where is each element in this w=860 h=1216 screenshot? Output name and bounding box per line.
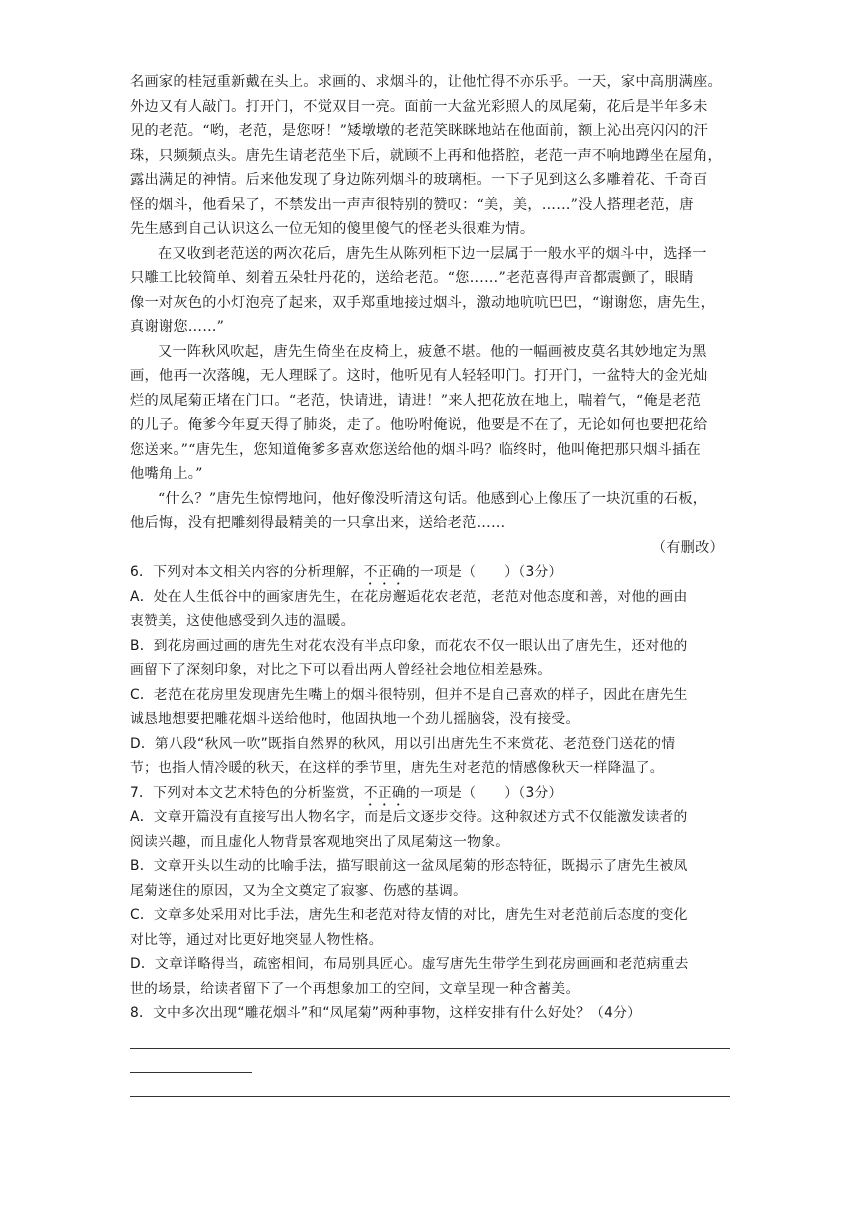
option-line: 对比等，通过对比更好地突显人物性格。	[130, 931, 383, 948]
option-line: 诚恳地想要把雕花烟斗送给他时，他固执地一个劲儿摇脑袋，没有接受。	[130, 711, 580, 727]
answer-line[interactable]	[130, 1096, 730, 1097]
question-stem-tail: 的一项是（ ）（3分）	[405, 564, 563, 580]
option-line: A．文章开篇没有直接写出人物名字，而是后文逐步交待。这种叙述方式不仅能激发读者的	[130, 809, 688, 825]
option-line: A．处在人生低谷中的画家唐先生，在花房邂逅花农老范，老范对他态度和善，对他的画由	[130, 588, 688, 605]
passage-line: 烂的凤尾菊正堵在门口。“老范，快请进，请进！”来人把花放在地上，喘着气，“俺是老范	[130, 392, 702, 409]
passage-line: 的儿子。俺爹今年夏天得了肺炎，走了。他吩咐俺说，他要是不在了，无论如何也要把花给	[130, 417, 708, 433]
answer-line[interactable]	[130, 1072, 252, 1073]
question-stem	[130, 781, 730, 806]
question-stem	[130, 560, 730, 585]
option-line: 节；也指人情冷暖的秋天，在这样的季节里，唐先生对老范的情感像秋天一样降温了。	[130, 760, 664, 776]
passage-line: 只雕工比较简单、刻着五朵牡丹花的，送给老范。“您……”老范喜得声音都震颤了，眼睛	[130, 270, 694, 286]
option-line: D．第八段“秋风一吹”既指自然界的秋风，用以引出唐先生不来赏花、老范登门送花的情	[130, 735, 676, 752]
passage-line: 名画家的桂冠重新戴在头上。求画的、求烟斗的，让他忙得不亦乐乎。一天，家中高朋满座。	[130, 74, 722, 90]
emphasis-text: 不正确	[363, 784, 406, 801]
passage-line: 外边又有人敲门。打开门，不觉双目一亮。面前一大盆光彩照人的凤尾菊，花后是半年多未	[130, 98, 708, 115]
option-line: 尾菊迷住的原因，又为全文奠定了寂寥、伤感的基调。	[130, 882, 468, 899]
option-line: 阅读兴趣，而且虚化人物背景客观地突出了凤尾菊这一物象。	[130, 833, 510, 850]
passage-line: 真谢谢您……”	[130, 319, 225, 335]
emphasis-text: 不正确	[363, 564, 406, 580]
passage-line: 像一对灰色的小灯泡亮了起来，双手郑重地接过烟斗，激动地吭吭巴巴，“谢谢您，唐先生，	[130, 294, 716, 311]
question-stem	[130, 1001, 730, 1026]
passage-line: 在又收到老范送的两次花后，唐先生从陈列柜下边一层属于一般水平的烟斗中，选择一	[158, 245, 707, 262]
exam-page	[130, 70, 730, 1026]
option-line: B．到花房画过画的唐先生对花农没有半点印象，而花农不仅一眼认出了唐先生，还对他的	[130, 637, 688, 654]
question-stem-text: 6．下列对本文相关内容的分析理解，	[130, 564, 364, 580]
question-stem-text: 8．文中多次出现“雕花烟斗”和“凤尾菊”两种事物，这样安排有什么好处？（4分）	[130, 1005, 642, 1021]
passage-line: 先生感到自己认识这么一位无知的傻里傻气的怪老头很难为情。	[130, 221, 535, 237]
option-line: C．老范在花房里发现唐先生嘴上的烟斗很特别，但并不是自己喜欢的样子，因此在唐先生	[130, 686, 688, 703]
passage-line: 见的老范。“哟，老范，是您呀！”矮墩墩的老范笑眯眯地站在他面前，额上沁出亮闪闪的汗	[130, 123, 709, 139]
passage-line: 画，他再一次落魄，无人理睬了。这时，他听见有人轻轻叩门。打开门，一盆特大的金光灿	[130, 368, 708, 384]
option-line: 画留下了深刻印象，对比之下可以看出两人曾经社会地位相差悬殊。	[130, 662, 552, 678]
passage-line: 您送来。”“唐先生，您知道俺爹多喜欢您送给他的烟斗吗？临终时，他叫俺把那只烟斗插在	[130, 441, 701, 458]
reading-passage	[130, 70, 730, 536]
passage-line: “什么？”唐先生惊愕地问，他好像没听清这句话。他感到心上像压了一块沉重的石板，	[158, 490, 708, 507]
option-line: D．文章详略得当，疏密相间，布局别具匠心。虚写唐先生带学生到花房画画和老范病重去	[130, 956, 689, 972]
passage-line: 露出满足的神情。后来他发现了身边陈列烟斗的玻璃柜。一下子见到这么多雕着花、千奇百	[130, 172, 708, 188]
option-line: C．文章多处采用对比手法，唐先生和老范对待友情的对比，唐先生对老范前后态度的变化	[130, 907, 688, 923]
question-stem-text: 7．下列对本文艺术特色的分析鉴赏，	[130, 784, 364, 801]
option-line: B．文章开头以生动的比喻手法，描写眼前这一盆凤尾菊的形态特征，既揭示了唐先生被凤	[130, 858, 688, 874]
passage-line: 又一阵秋风吹起，唐先生倚坐在皮椅上，疲惫不堪。他的一幅画被皮莫名其妙地定为黑	[158, 343, 707, 360]
question-stem-tail: 的一项是（ ）（3分）	[405, 784, 563, 801]
answer-line[interactable]	[130, 1048, 730, 1049]
passage-line: 珠，只频频点头。唐先生请老范坐下后，就顾不上再和他搭腔，老范一声不响地蹲坐在屋角，	[130, 147, 722, 164]
passage-line: 怪的烟斗，他看呆了，不禁发出一声声很特别的赞叹：“美，美，……”没人搭理老范，唐	[130, 196, 694, 213]
passage-line: 他嘴角上。”	[130, 466, 203, 482]
passage-line: 他后悔，没有把雕刻得最精美的一只拿出来，送给老范……	[130, 515, 506, 531]
option-line: 衷赞美，这使他感受到久违的温暖。	[130, 613, 355, 629]
option-line: 世的场景，给读者留下了一个再想象加工的空间，文章呈现一种含蓄美。	[130, 980, 580, 997]
source-note: （有删改）	[651, 539, 724, 556]
question-list	[130, 560, 730, 1026]
